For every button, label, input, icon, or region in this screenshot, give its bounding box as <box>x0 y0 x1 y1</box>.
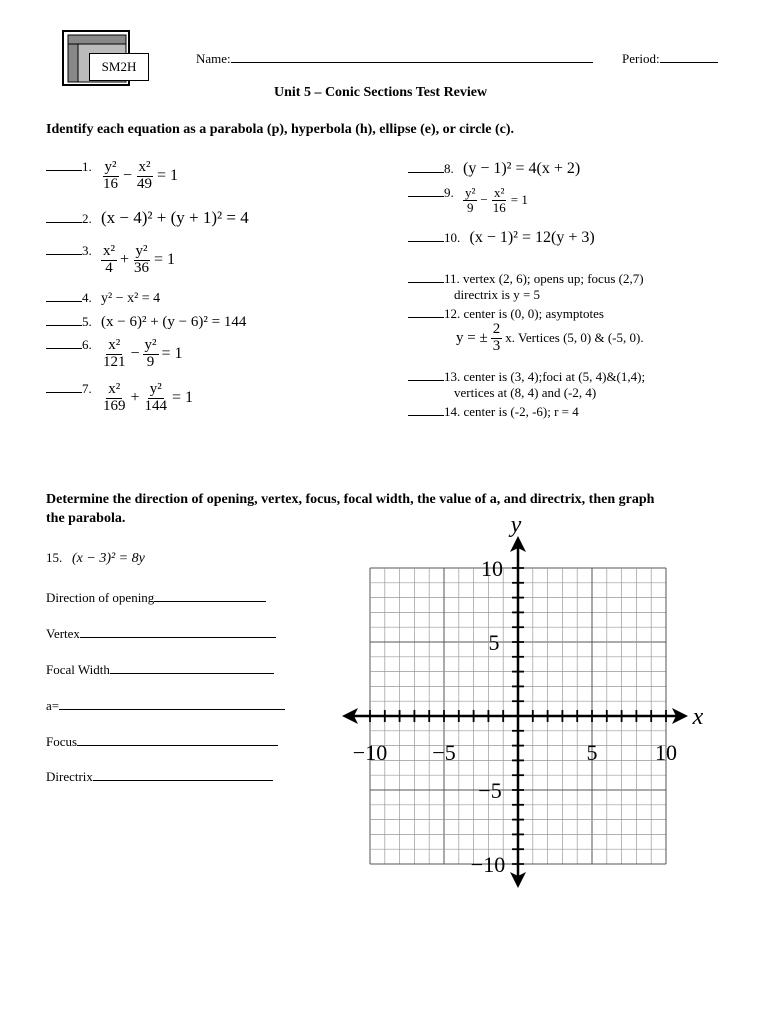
y-tick-label-5: 5 <box>488 630 500 655</box>
y-tick-label-10: 10 <box>481 556 503 581</box>
period-label: Period: <box>622 51 660 66</box>
item-14: 14. center is (-2, -6); r = 4 <box>408 403 579 420</box>
name-field[interactable] <box>196 50 593 67</box>
name-label: Name: <box>196 51 231 66</box>
y-axis-label: y <box>510 512 522 538</box>
item-13: 13. center is (3, 4);foci at (5, 4)&(1,4); <box>408 368 645 385</box>
x-tick-label-neg10: −10 <box>352 740 388 765</box>
item-10: 10. (x − 1)² = 12(y + 3) <box>408 229 595 247</box>
item-12-asymptote: y = ± $\frac{2}{3}$ x. Vertices (5, 0) & (-5, 0). <box>456 321 644 354</box>
item-9: 9. $\frac{\text{y²}}{9}$ − $\frac{\text{x²}}{16}$ = 1 <box>408 184 528 214</box>
page-title: Unit 5 – Conic Sections Test Review <box>274 85 488 100</box>
field-focal-width[interactable]: Focal Width <box>46 661 274 678</box>
x-tick-label-10: 10 <box>655 740 677 765</box>
problem-15: 15. (x − 3)² = 8y <box>46 550 145 566</box>
x-axis-label: x <box>692 704 704 730</box>
coordinate-grid[interactable] <box>340 510 730 890</box>
x-tick-label-5: 5 <box>586 740 598 765</box>
item-1: 1. $\frac{\text{y²}}{16}$ − $\frac{\text{x²}}{49}$ = 1 <box>46 158 178 193</box>
item-2: 2. (x − 4)² + (y + 1)² = 4 <box>46 208 249 228</box>
section2-instructions-line2: the parabola. <box>46 511 126 526</box>
x-tick-label-neg5: −5 <box>432 740 456 765</box>
section1-instructions: Identify each equation as a parabola (p), hyperbola (h), ellipse (e), or circle (c). <box>46 122 515 137</box>
y-tick-label-neg10: −10 <box>470 852 506 877</box>
item-8: 8. (y − 1)² = 4(x + 2) <box>408 160 580 178</box>
item-11: 11. vertex (2, 6); opens up; focus (2,7) <box>408 270 644 287</box>
field-focus[interactable]: Focus <box>46 733 278 750</box>
item-12: 12. center is (0, 0); asymptotes <box>408 305 604 322</box>
logo-text-box <box>89 53 149 81</box>
y-tick-label-neg5: −5 <box>478 778 502 803</box>
section2-instructions: Determine the direction of opening, vertex, focus, focal width, the value of a, and directrix, then graph <box>46 492 655 507</box>
item-3: 3. $\frac{\text{x²}}{4}$ + $\frac{\text{y²}}{36}$ = 1 <box>46 242 175 277</box>
item-6: 6. $\frac{\text{x²}}{121}$ − $\frac{\text{y²}}{9}$ = 1 <box>46 336 183 371</box>
item-7: 7. $\frac{\text{x²}}{169}$ + $\frac{\text{y²}}{144}$ = 1 <box>46 380 193 415</box>
period-field[interactable] <box>622 50 718 67</box>
item-11-line2: directrix is y = 5 <box>454 287 541 302</box>
item-5: 5. (x − 6)² + (y − 6)² = 144 <box>46 313 246 331</box>
item-13-line2: vertices at (8, 4) and (-2, 4) <box>454 385 597 400</box>
field-direction[interactable]: Direction of opening <box>46 589 266 606</box>
field-vertex[interactable]: Vertex <box>46 625 276 642</box>
item-4: 4. y² − x² = 4 <box>46 289 160 307</box>
field-a[interactable]: a= <box>46 697 285 714</box>
field-directrix[interactable]: Directrix <box>46 768 273 785</box>
logo-text: SM2H <box>101 59 137 74</box>
